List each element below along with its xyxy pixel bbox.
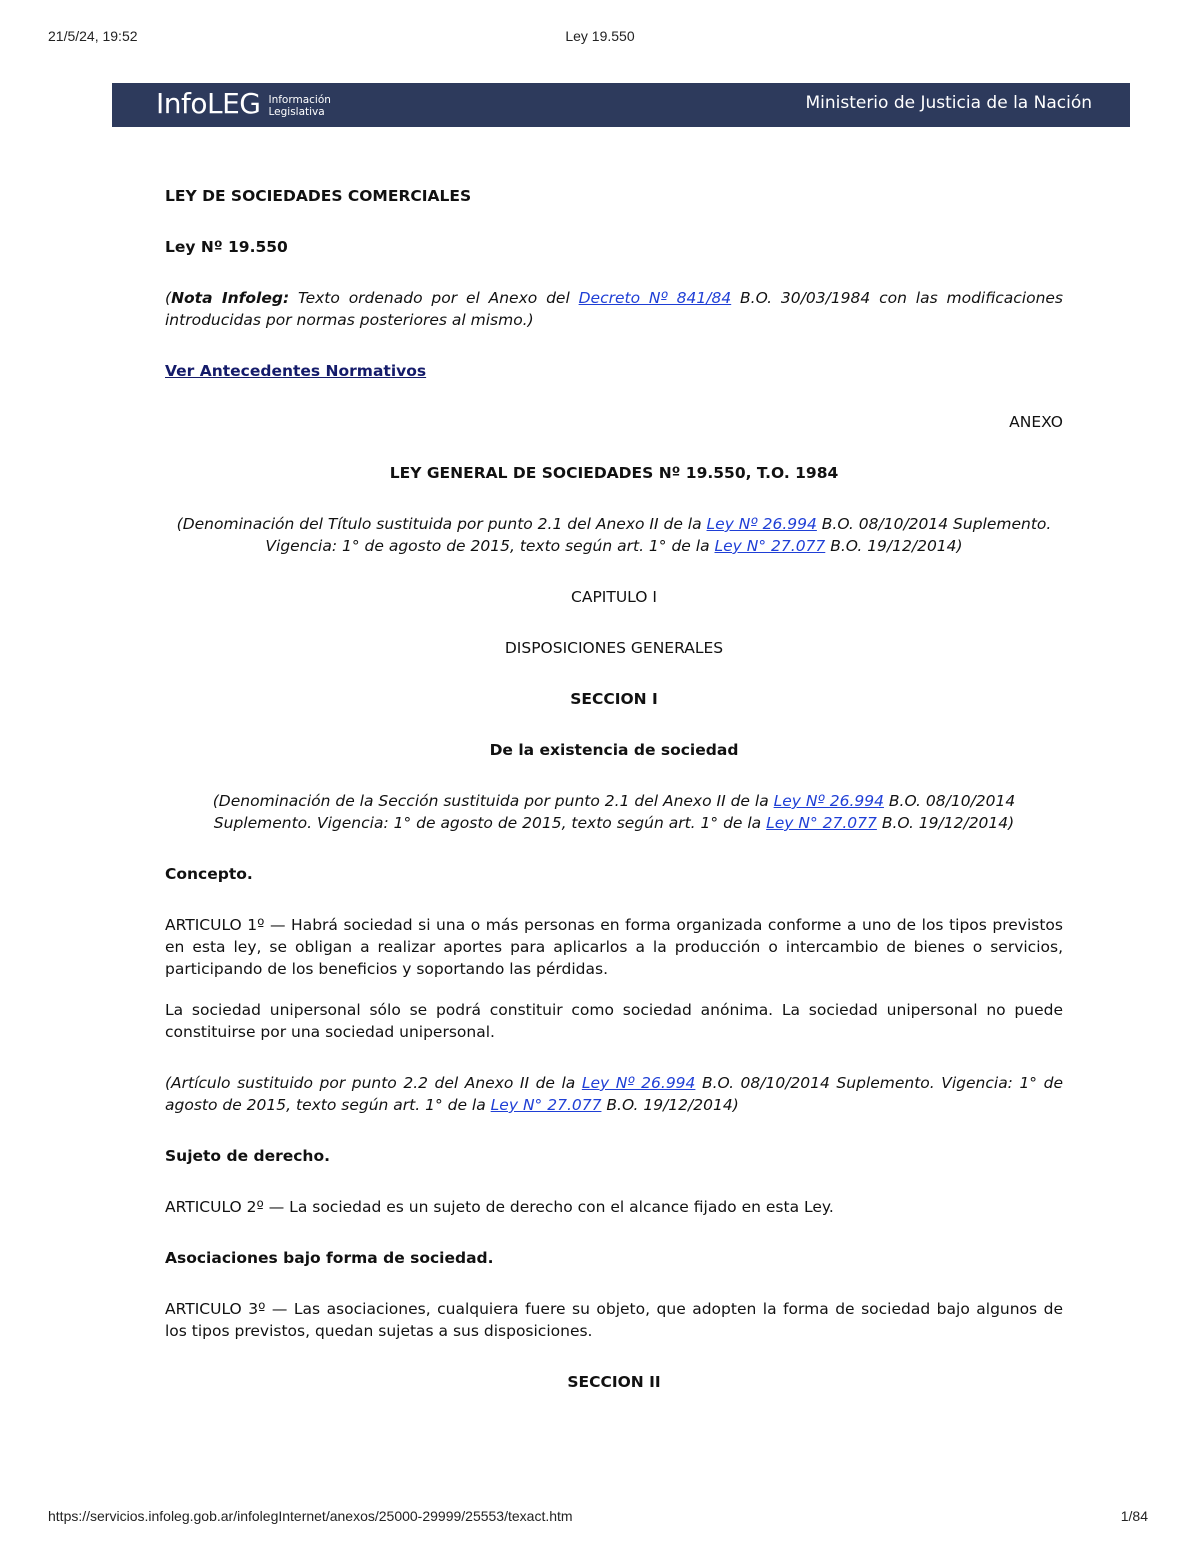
logo-brand: InfoLEG bbox=[156, 87, 261, 120]
article-1: ARTICULO 1º — Habrá sociedad si una o más personas en forma organizada conforme a uno de los tipos previstos en esta ley, se obligan a realizar aportes para aplicarlos a la producción o intercambio de bienes o servicios, participando de los beneficios y soportando las pérdidas. bbox=[165, 916, 1063, 978]
section-note-t1: (Denominación de la Sección sustituida por punto 2.1 del Anexo II de la bbox=[212, 792, 774, 810]
article-2: ARTICULO 2º — La sociedad es un sujeto de derecho con el alcance fijado en esta Ley. bbox=[165, 1198, 834, 1216]
document-body bbox=[165, 185, 1063, 1393]
title-note-t1: (Denominación del Título sustituida por punto 2.1 del Anexo II de la bbox=[176, 515, 707, 533]
art1-note-t1: (Artículo sustituido por punto 2.2 del Anexo II de la bbox=[165, 1074, 582, 1092]
document-title: LEY DE SOCIEDADES COMERCIALES bbox=[165, 187, 472, 205]
title-note bbox=[165, 513, 1063, 557]
section-1-name: De la existencia de sociedad bbox=[489, 741, 739, 759]
ley-26994-link[interactable]: Ley Nº 26.994 bbox=[706, 515, 817, 533]
title-note-t3: B.O. 19/12/2014) bbox=[825, 537, 963, 555]
heading-sujeto: Sujeto de derecho. bbox=[165, 1147, 331, 1165]
decreto-link[interactable]: Decreto Nº 841/84 bbox=[578, 289, 732, 307]
section-note-t3: B.O. 19/12/2014) bbox=[876, 814, 1015, 832]
section-note bbox=[165, 790, 1063, 834]
antecedentes-link[interactable]: Ver Antecedentes Normativos bbox=[165, 362, 427, 380]
section-note-t2: B.O. 08/10/2014 Suplemento. Vigencia: 1° de agosto de 2015, texto según art. 1° de la bbox=[213, 792, 1016, 832]
section-1-label: SECCION I bbox=[570, 690, 658, 708]
print-date: 21/5/24, 19:52 bbox=[48, 28, 138, 44]
print-header bbox=[0, 28, 1200, 48]
page-url: https://servicios.infoleg.gob.ar/infolegInternet/anexos/25000-29999/25553/texact.htm bbox=[48, 1508, 573, 1524]
title-note-t2: B.O. 08/10/2014 Suplemento. Vigencia: 1° de agosto de 2015, texto según art. 1° de la bbox=[265, 515, 1052, 555]
heading-concepto: Concepto. bbox=[165, 865, 253, 883]
ley-27077-link[interactable]: Ley N° 27.077 bbox=[490, 1096, 602, 1114]
art1-note-t3: B.O. 19/12/2014) bbox=[601, 1096, 739, 1114]
chapter-label: CAPITULO I bbox=[571, 588, 657, 606]
infoleg-banner bbox=[112, 83, 1130, 127]
note-label: Nota Infoleg: bbox=[171, 289, 290, 307]
section-2-label: SECCION II bbox=[567, 1373, 661, 1391]
note-text-before: Texto ordenado por el Anexo del bbox=[289, 289, 579, 307]
article-1-paragraph-2: La sociedad unipersonal sólo se podrá constituir como sociedad anónima. La sociedad unipersonal no puede constituirse por una sociedad unipersonal. bbox=[165, 1001, 1063, 1041]
infoleg-note bbox=[165, 287, 1063, 331]
ley-26994-link[interactable]: Ley Nº 26.994 bbox=[773, 792, 884, 810]
article-1-note bbox=[165, 1072, 1063, 1116]
heading-asociaciones: Asociaciones bajo forma de sociedad. bbox=[165, 1249, 494, 1267]
ley-26994-link[interactable]: Ley Nº 26.994 bbox=[581, 1074, 696, 1092]
general-title: LEY GENERAL DE SOCIEDADES Nº 19.550, T.O. 1984 bbox=[389, 464, 839, 482]
note-open: ( bbox=[165, 289, 172, 307]
note-text-after: B.O. 30/03/1984 con las modificaciones introducidas por normas posteriores al mismo.) bbox=[165, 289, 1064, 329]
ministry-name: Ministerio de Justicia de la Nación bbox=[805, 93, 1092, 113]
anexo-label: ANEXO bbox=[1009, 413, 1063, 431]
infoleg-logo[interactable] bbox=[156, 86, 331, 122]
article-3: ARTICULO 3º — Las asociaciones, cualquiera fuere su objeto, que adopten la forma de sociedad bajo algunos de los tipos previstos, quedan sujetas a sus disposiciones. bbox=[165, 1300, 1063, 1340]
logo-sub-line1: Información bbox=[268, 93, 331, 106]
page-number: 1/84 bbox=[1120, 1508, 1148, 1524]
print-title: Ley 19.550 bbox=[565, 28, 635, 44]
chapter-name: DISPOSICIONES GENERALES bbox=[504, 639, 724, 657]
art1-note-t2: B.O. 08/10/2014 Suplemento. Vigencia: 1° de agosto de 2015, texto según art. 1° de la bbox=[165, 1074, 1063, 1114]
law-number: Ley Nº 19.550 bbox=[165, 238, 288, 256]
logo-sub-line2: Legislativa bbox=[268, 105, 325, 118]
ley-27077-link[interactable]: Ley N° 27.077 bbox=[714, 537, 826, 555]
logo-subtitle bbox=[268, 94, 330, 118]
ley-27077-link[interactable]: Ley N° 27.077 bbox=[766, 814, 877, 832]
